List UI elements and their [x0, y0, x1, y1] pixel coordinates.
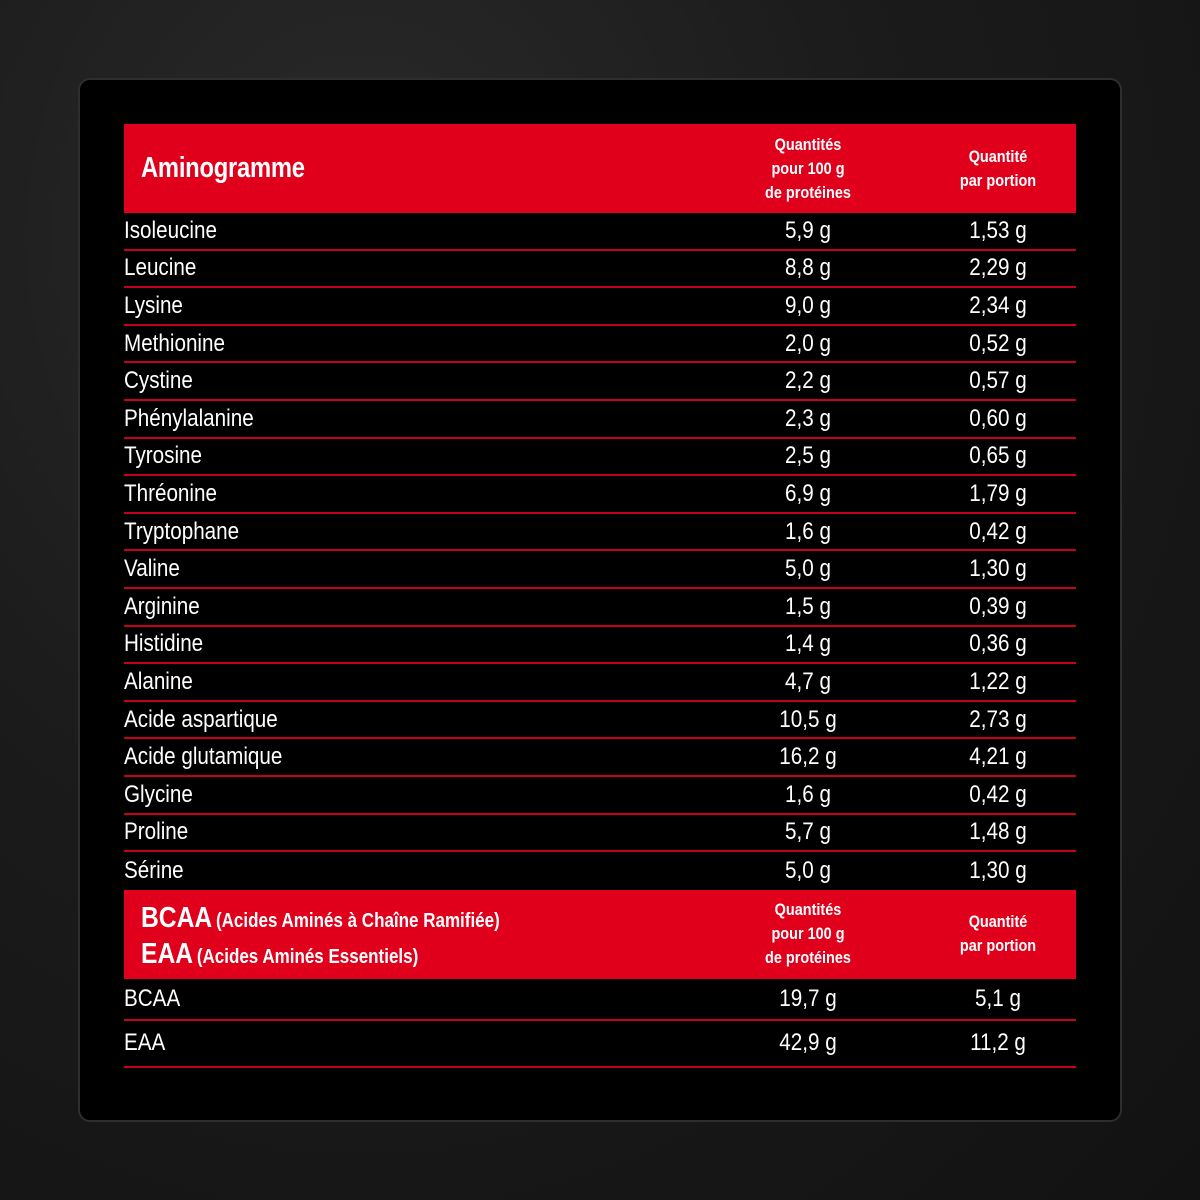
amount-per-100g: 9,0 g — [785, 291, 831, 319]
amino-acid-name: Alanine — [124, 667, 193, 695]
col-header-line: de protéines — [765, 948, 851, 968]
table-row — [124, 739, 1076, 777]
amount-per-portion: 0,42 g — [969, 780, 1027, 808]
table-row — [124, 777, 1076, 815]
col-header-line: par portion — [959, 170, 1037, 190]
amount-per-100g: 1,6 g — [785, 780, 831, 808]
amount-per-100g: 2,3 g — [785, 404, 831, 432]
amount-per-100g: 8,8 g — [785, 254, 831, 282]
amount-per-100g: 5,9 g — [785, 216, 831, 244]
bcaa-eaa-rows — [124, 979, 1076, 1068]
amount-per-portion: 0,57 g — [969, 367, 1027, 395]
amount-per-100g: 2,5 g — [785, 442, 831, 470]
amino-acid-name: EAA — [124, 1029, 166, 1057]
table-row — [124, 979, 1076, 1021]
col-header-line: Quantités — [774, 134, 842, 154]
col-header-line: Quantité — [968, 146, 1028, 166]
eaa-title: EAA — [141, 937, 194, 970]
table-row — [124, 815, 1076, 853]
amount-per-portion: 1,48 g — [969, 818, 1027, 846]
bcaa-eaa-titles — [141, 900, 500, 972]
amino-acid-name: Acide glutamique — [124, 743, 283, 771]
eaa-title-line — [141, 936, 500, 972]
table-row — [124, 363, 1076, 401]
amino-acid-name: Arginine — [124, 592, 200, 620]
table-row — [124, 1021, 1076, 1068]
amino-acid-name: Valine — [124, 555, 180, 583]
amino-acid-name: Cystine — [124, 367, 193, 395]
amount-per-100g: 5,7 g — [785, 818, 831, 846]
table-row — [124, 439, 1076, 477]
table-row — [124, 664, 1076, 702]
col-header-portion — [939, 124, 1058, 213]
amount-per-100g: 19,7 g — [779, 984, 837, 1012]
amount-per-100g: 10,5 g — [779, 705, 837, 733]
table-row — [124, 288, 1076, 326]
table-row — [124, 852, 1076, 890]
col-header-line: Quantité — [968, 912, 1028, 932]
amino-acid-name: Proline — [124, 818, 189, 846]
col-header-per100 — [749, 890, 868, 979]
table-row — [124, 401, 1076, 439]
bcaa-subtitle: (Acides Aminés à Chaîne Ramifiée) — [215, 909, 500, 932]
aminogram-header — [124, 124, 1076, 213]
bcaa-title: BCAA — [141, 901, 213, 934]
aminogram-title: Aminogramme — [141, 152, 305, 184]
aminogram-table — [124, 124, 1076, 1068]
amino-acid-name: Tyrosine — [124, 442, 203, 470]
amount-per-portion: 0,39 g — [969, 592, 1027, 620]
col-header-line: de protéines — [765, 182, 851, 202]
amount-per-portion: 5,1 g — [975, 984, 1021, 1012]
amount-per-100g: 1,6 g — [785, 517, 831, 545]
col-header-line: pour 100 g — [771, 158, 845, 178]
col-header-line: Quantités — [774, 900, 842, 920]
amino-acid-name: Leucine — [124, 254, 197, 282]
table-row — [124, 213, 1076, 251]
amount-per-portion: 0,36 g — [969, 630, 1027, 658]
amino-acid-name: Lysine — [124, 291, 183, 319]
amount-per-portion: 0,52 g — [969, 329, 1027, 357]
bcaa-eaa-header — [124, 890, 1076, 979]
amount-per-portion: 2,73 g — [969, 705, 1027, 733]
amount-per-portion: 0,42 g — [969, 517, 1027, 545]
amount-per-portion: 11,2 g — [970, 1029, 1026, 1057]
amount-per-portion: 1,30 g — [969, 555, 1027, 583]
amino-acid-name: BCAA — [124, 984, 181, 1012]
amino-acid-name: Methionine — [124, 329, 225, 357]
amount-per-portion: 1,79 g — [969, 479, 1027, 507]
amount-per-portion: 2,34 g — [969, 291, 1027, 319]
amino-acid-name: Tryptophane — [124, 517, 240, 545]
amount-per-portion: 1,22 g — [969, 667, 1027, 695]
amount-per-portion: 0,65 g — [969, 442, 1027, 470]
amount-per-portion: 1,30 g — [969, 856, 1027, 884]
table-row — [124, 627, 1076, 665]
amino-acid-name: Isoleucine — [124, 216, 217, 244]
table-row — [124, 251, 1076, 289]
amount-per-100g: 42,9 g — [779, 1029, 837, 1057]
amino-acid-name: Acide aspartique — [124, 705, 278, 733]
amino-acid-name: Phénylalanine — [124, 404, 254, 432]
amino-acid-name: Histidine — [124, 630, 204, 658]
table-row — [124, 326, 1076, 364]
amount-per-100g: 1,5 g — [785, 592, 831, 620]
amount-per-100g: 4,7 g — [785, 667, 831, 695]
amino-acid-name: Thréonine — [124, 479, 217, 507]
table-row — [124, 702, 1076, 740]
amount-per-portion: 2,29 g — [969, 254, 1027, 282]
amount-per-100g: 5,0 g — [785, 856, 831, 884]
aminogram-rows — [124, 213, 1076, 890]
amount-per-100g: 5,0 g — [785, 555, 831, 583]
table-row — [124, 476, 1076, 514]
amino-acid-name: Sérine — [124, 856, 184, 884]
amount-per-100g: 2,2 g — [785, 367, 831, 395]
amount-per-100g: 1,4 g — [785, 630, 831, 658]
eaa-subtitle: (Acides Aminés Essentiels) — [196, 945, 419, 968]
col-header-line: pour 100 g — [771, 924, 845, 944]
amount-per-100g: 16,2 g — [779, 743, 837, 771]
table-row — [124, 589, 1076, 627]
bcaa-title-line — [141, 900, 500, 936]
col-header-portion — [939, 890, 1058, 979]
amount-per-portion: 1,53 g — [969, 216, 1027, 244]
amount-per-portion: 4,21 g — [969, 743, 1027, 771]
amount-per-100g: 2,0 g — [785, 329, 831, 357]
col-header-line: par portion — [959, 936, 1037, 956]
table-row — [124, 514, 1076, 552]
amount-per-portion: 0,60 g — [969, 404, 1027, 432]
amino-acid-name: Glycine — [124, 780, 193, 808]
amount-per-100g: 6,9 g — [785, 479, 831, 507]
table-row — [124, 551, 1076, 589]
col-header-per100 — [749, 124, 868, 213]
